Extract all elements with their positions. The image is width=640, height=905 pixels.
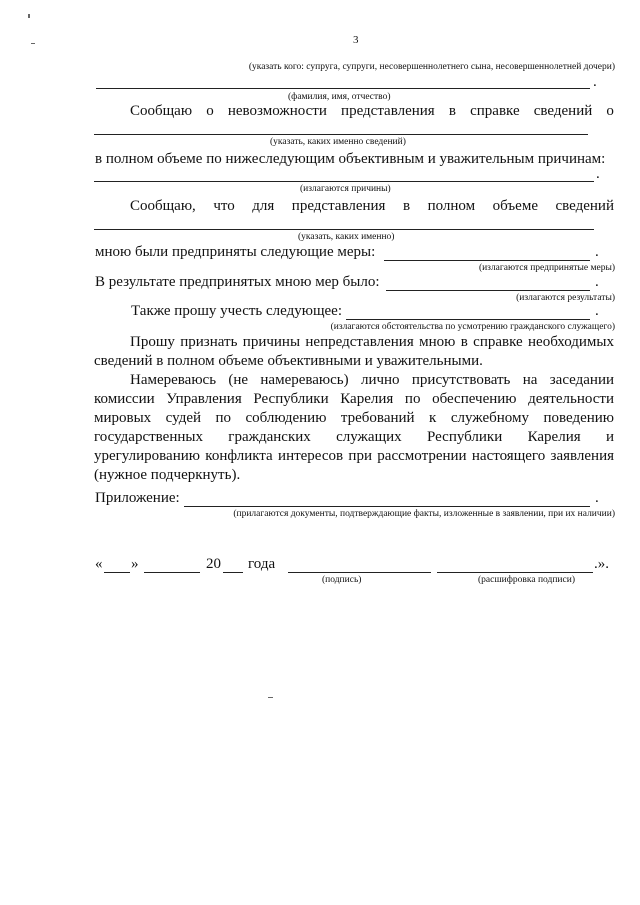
appendix-end: . bbox=[595, 490, 599, 506]
which-hint: (указать, каких именно) bbox=[298, 232, 395, 242]
measures-field-line[interactable] bbox=[384, 260, 590, 261]
whom-field-line[interactable] bbox=[96, 88, 590, 89]
also-hint: (излагаются обстоятельства по усмотрению гражданского служащего) bbox=[330, 322, 615, 332]
request-paragraph: Прошу признать причины непредставления мною в справке необходимых сведений в полном объеме объективными и уважительными. bbox=[94, 334, 614, 369]
which-field-line[interactable] bbox=[94, 229, 594, 230]
result-label: В результате предпринятых мною мер было: bbox=[95, 274, 380, 290]
measures-end: . bbox=[595, 244, 599, 260]
what-info-hint: (указать, каких именно сведений) bbox=[270, 137, 406, 147]
day-field-line[interactable] bbox=[104, 572, 130, 573]
signature-hint: (подпись) bbox=[322, 575, 362, 585]
report-line-2: Сообщаю, что для представления в полном объеме сведений bbox=[130, 198, 614, 214]
year-word: года bbox=[248, 556, 276, 572]
measures-label: мною были предприняты следующие меры: bbox=[95, 244, 376, 260]
year-field-line[interactable] bbox=[223, 572, 243, 573]
also-end: . bbox=[595, 303, 599, 319]
appendix-hint: (прилагаются документы, подтверждающие факты, изложенные в заявлении, при их наличии) bbox=[233, 509, 615, 519]
result-field-line[interactable] bbox=[386, 290, 590, 291]
signature-end: .». bbox=[594, 556, 609, 572]
intent-paragraph: Намереваюсь (не намереваюсь) лично присутствовать на заседании комиссии Управления Республики Карелия по обеспечению деятельности мировых судей по соблюдению требований к служебному поведению государственных гражданских служащих Республики Карелия и урегулированию конфликта интересов при рассмотрении настоящего заявления (нужное подчеркнуть). bbox=[94, 372, 614, 483]
date-close-quote: » bbox=[131, 556, 139, 572]
scan-speck bbox=[28, 14, 30, 18]
reasons-line-end: . bbox=[596, 166, 600, 182]
signature-decode-field-line[interactable] bbox=[437, 572, 593, 573]
page-number: 3 bbox=[353, 34, 359, 46]
reasons-hint: (излагаются причины) bbox=[300, 184, 391, 194]
result-end: . bbox=[595, 274, 599, 290]
whom-line-end: . bbox=[593, 74, 597, 90]
signature-field-line[interactable] bbox=[288, 572, 431, 573]
signature-decode-hint: (расшифровка подписи) bbox=[478, 575, 575, 585]
what-info-field-line[interactable] bbox=[94, 134, 588, 135]
reasons-field-line[interactable] bbox=[94, 181, 594, 182]
month-field-line[interactable] bbox=[144, 572, 200, 573]
appendix-label: Приложение: bbox=[95, 490, 180, 506]
scan-speck bbox=[31, 43, 35, 44]
scan-speck bbox=[268, 697, 273, 698]
whom-hint: (указать кого: супруга, супруги, несовершеннолетнего сына, несовершеннолетней дочери) bbox=[248, 62, 615, 72]
result-hint: (излагаются результаты) bbox=[516, 293, 615, 303]
also-field-line[interactable] bbox=[346, 319, 590, 320]
also-label: Также прошу учесть следующее: bbox=[131, 303, 342, 319]
date-open-quote: « bbox=[95, 556, 103, 572]
report-line-1: Сообщаю о невозможности представления в справке сведений о bbox=[130, 103, 614, 119]
full-volume-line: в полном объеме по нижеследующим объективным и уважительным причинам: bbox=[95, 151, 606, 167]
appendix-field-line[interactable] bbox=[184, 506, 590, 507]
name-hint: (фамилия, имя, отчество) bbox=[288, 92, 391, 102]
measures-hint: (излагаются предпринятые меры) bbox=[478, 263, 615, 273]
year-prefix: 20 bbox=[206, 556, 221, 572]
